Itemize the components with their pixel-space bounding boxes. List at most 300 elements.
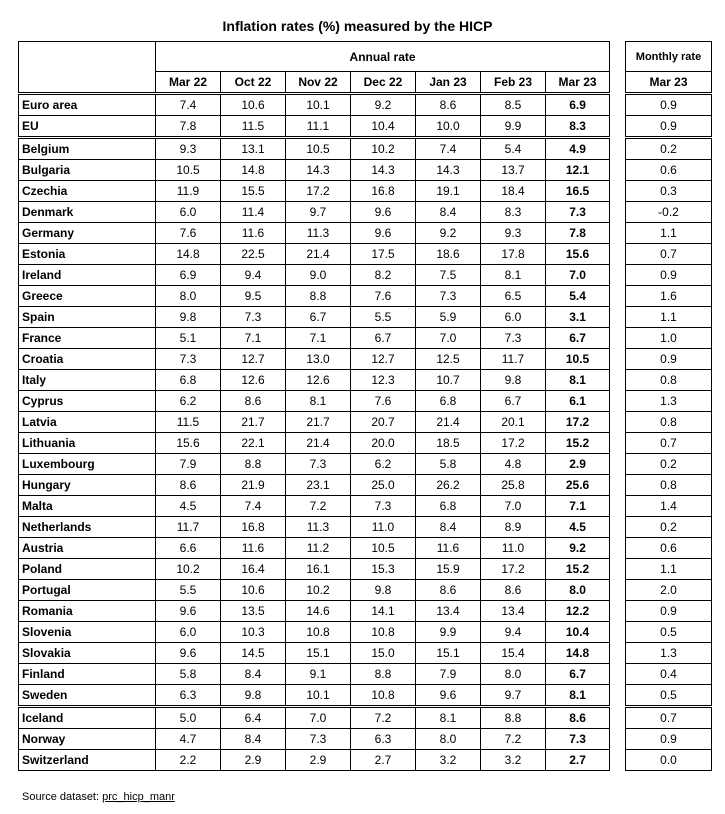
monthly-rate-cell: 1.1 xyxy=(626,559,712,580)
annual-rate-cell: 11.6 xyxy=(221,538,286,559)
annual-rate-cell: 8.4 xyxy=(221,729,286,750)
annual-rate-cell: 7.3 xyxy=(351,496,416,517)
annual-rate-cell: 21.4 xyxy=(416,412,481,433)
annual-rate-cell: 8.5 xyxy=(481,94,546,116)
annual-rate-cell: 2.7 xyxy=(546,750,610,771)
annual-rate-cell: 9.7 xyxy=(286,202,351,223)
table-row xyxy=(19,160,610,181)
annual-rate-cell: 21.4 xyxy=(286,433,351,454)
monthly-rate-cell: 0.9 xyxy=(626,116,712,138)
annual-rate-cell: 12.7 xyxy=(221,349,286,370)
source-note xyxy=(22,791,175,803)
monthly-row xyxy=(626,265,712,286)
monthly-rate-cell: 0.8 xyxy=(626,412,712,433)
monthly-row xyxy=(626,286,712,307)
annual-rate-cell: 13.4 xyxy=(416,601,481,622)
annual-rate-cell: 8.1 xyxy=(546,685,610,707)
table-row xyxy=(19,475,610,496)
monthly-rate-cell: 1.1 xyxy=(626,307,712,328)
annual-rate-cell: 12.6 xyxy=(286,370,351,391)
annual-rate-cell: 25.6 xyxy=(546,475,610,496)
annual-rate-cell: 7.1 xyxy=(286,328,351,349)
annual-rate-cell: 4.5 xyxy=(156,496,221,517)
country-name: Sweden xyxy=(19,685,156,707)
monthly-rate-cell: 0.5 xyxy=(626,685,712,707)
annual-rate-cell: 15.6 xyxy=(156,433,221,454)
annual-rate-cell: 7.2 xyxy=(481,729,546,750)
monthly-rate-cell: 0.7 xyxy=(626,244,712,265)
country-name: Switzerland xyxy=(19,750,156,771)
annual-rate-cell: 7.0 xyxy=(481,496,546,517)
annual-rate-cell: 11.3 xyxy=(286,517,351,538)
monthly-rate-cell: 1.6 xyxy=(626,286,712,307)
annual-rate-cell: 17.2 xyxy=(481,559,546,580)
annual-rate-cell: 9.6 xyxy=(156,601,221,622)
annual-rate-cell: 8.6 xyxy=(156,475,221,496)
monthly-row xyxy=(626,94,712,116)
annual-rate-cell: 22.5 xyxy=(221,244,286,265)
annual-rate-cell: 6.1 xyxy=(546,391,610,412)
annual-rate-cell: 6.9 xyxy=(156,265,221,286)
country-name: Romania xyxy=(19,601,156,622)
country-name: Lithuania xyxy=(19,433,156,454)
table-row xyxy=(19,202,610,223)
monthly-row xyxy=(626,328,712,349)
country-name: Denmark xyxy=(19,202,156,223)
table-row xyxy=(19,391,610,412)
monthly-row xyxy=(626,622,712,643)
annual-rate-cell: 7.0 xyxy=(286,707,351,729)
month-header: Jan 23 xyxy=(416,72,481,94)
annual-rate-cell: 8.8 xyxy=(481,707,546,729)
annual-rate-cell: 10.6 xyxy=(221,94,286,116)
monthly-rate-cell: 1.4 xyxy=(626,496,712,517)
annual-rate-cell: 23.1 xyxy=(286,475,351,496)
annual-rate-cell: 8.8 xyxy=(286,286,351,307)
annual-rate-cell: 10.8 xyxy=(286,622,351,643)
table-row xyxy=(19,496,610,517)
monthly-row xyxy=(626,538,712,559)
annual-rate-cell: 7.4 xyxy=(156,94,221,116)
annual-rate-header: Annual rate xyxy=(156,42,610,72)
annual-rate-cell: 16.4 xyxy=(221,559,286,580)
annual-rate-cell: 2.9 xyxy=(221,750,286,771)
annual-rate-cell: 8.6 xyxy=(546,707,610,729)
monthly-rate-cell: 0.9 xyxy=(626,265,712,286)
annual-rate-cell: 7.3 xyxy=(546,729,610,750)
annual-rate-cell: 9.4 xyxy=(221,265,286,286)
annual-rate-cell: 9.3 xyxy=(156,138,221,160)
annual-rate-cell: 15.4 xyxy=(481,643,546,664)
annual-rate-cell: 15.9 xyxy=(416,559,481,580)
annual-rate-cell: 7.3 xyxy=(286,729,351,750)
annual-rate-cell: 11.6 xyxy=(221,223,286,244)
annual-rate-cell: 9.2 xyxy=(351,94,416,116)
monthly-row xyxy=(626,601,712,622)
month-header: Nov 22 xyxy=(286,72,351,94)
annual-rate-cell: 11.2 xyxy=(286,538,351,559)
annual-rate-cell: 9.9 xyxy=(416,622,481,643)
annual-rate-cell: 6.7 xyxy=(481,391,546,412)
country-name: Italy xyxy=(19,370,156,391)
annual-rate-cell: 9.8 xyxy=(481,370,546,391)
annual-rate-cell: 18.5 xyxy=(416,433,481,454)
country-name: Latvia xyxy=(19,412,156,433)
annual-rate-cell: 8.0 xyxy=(546,580,610,601)
annual-rate-cell: 2.2 xyxy=(156,750,221,771)
monthly-rate-cell: 1.1 xyxy=(626,223,712,244)
annual-rate-cell: 9.3 xyxy=(481,223,546,244)
monthly-rate-cell: 0.9 xyxy=(626,349,712,370)
annual-rate-cell: 12.5 xyxy=(416,349,481,370)
annual-rate-cell: 14.8 xyxy=(156,244,221,265)
source-label: Source dataset: xyxy=(22,791,100,803)
table-row xyxy=(19,538,610,559)
country-name: Finland xyxy=(19,664,156,685)
annual-rate-cell: 10.5 xyxy=(351,538,416,559)
annual-rate-cell: 7.3 xyxy=(221,307,286,328)
annual-rate-cell: 6.3 xyxy=(351,729,416,750)
monthly-rate-cell: 2.0 xyxy=(626,580,712,601)
monthly-rate-cell: 0.9 xyxy=(626,729,712,750)
annual-rate-cell: 8.0 xyxy=(156,286,221,307)
country-name: Euro area xyxy=(19,94,156,116)
annual-rate-cell: 10.5 xyxy=(286,138,351,160)
annual-rate-cell: 4.8 xyxy=(481,454,546,475)
annual-rate-cell: 8.1 xyxy=(416,707,481,729)
annual-rate-cell: 7.8 xyxy=(156,116,221,138)
monthly-rate-cell: 0.5 xyxy=(626,622,712,643)
table-row xyxy=(19,181,610,202)
annual-rate-cell: 6.7 xyxy=(351,328,416,349)
country-name: Hungary xyxy=(19,475,156,496)
annual-rate-cell: 17.2 xyxy=(481,433,546,454)
monthly-rate-header: Monthly rate xyxy=(626,42,712,72)
annual-rate-cell: 7.3 xyxy=(286,454,351,475)
monthly-row xyxy=(626,349,712,370)
country-name: Norway xyxy=(19,729,156,750)
annual-rate-cell: 18.4 xyxy=(481,181,546,202)
monthly-rate-cell: 1.0 xyxy=(626,328,712,349)
monthly-row xyxy=(626,412,712,433)
annual-rate-cell: 5.4 xyxy=(481,138,546,160)
annual-rate-cell: 21.4 xyxy=(286,244,351,265)
annual-rate-cell: 7.5 xyxy=(416,265,481,286)
annual-rate-cell: 10.5 xyxy=(156,160,221,181)
annual-rate-cell: 3.2 xyxy=(416,750,481,771)
annual-rate-cell: 20.1 xyxy=(481,412,546,433)
monthly-row xyxy=(626,116,712,138)
annual-rate-cell: 7.3 xyxy=(546,202,610,223)
annual-rate-cell: 18.6 xyxy=(416,244,481,265)
annual-rate-cell: 15.0 xyxy=(351,643,416,664)
country-name: Spain xyxy=(19,307,156,328)
annual-rate-cell: 8.1 xyxy=(286,391,351,412)
annual-rate-cell: 14.3 xyxy=(416,160,481,181)
annual-rate-cell: 5.1 xyxy=(156,328,221,349)
monthly-row xyxy=(626,244,712,265)
country-name: Luxembourg xyxy=(19,454,156,475)
monthly-rate-cell: 0.7 xyxy=(626,433,712,454)
annual-rate-cell: 11.0 xyxy=(481,538,546,559)
table-row xyxy=(19,265,610,286)
annual-rate-cell: 26.2 xyxy=(416,475,481,496)
annual-rate-cell: 10.1 xyxy=(286,685,351,707)
annual-rate-cell: 15.2 xyxy=(546,559,610,580)
monthly-row xyxy=(626,517,712,538)
annual-rate-cell: 11.7 xyxy=(156,517,221,538)
table-row xyxy=(19,138,610,160)
monthly-row xyxy=(626,643,712,664)
annual-rate-cell: 7.6 xyxy=(156,223,221,244)
annual-rate-cell: 8.1 xyxy=(481,265,546,286)
monthly-row xyxy=(626,729,712,750)
annual-rate-cell: 8.0 xyxy=(416,729,481,750)
annual-rate-cell: 3.1 xyxy=(546,307,610,328)
annual-rate-cell: 6.7 xyxy=(546,328,610,349)
monthly-row xyxy=(626,160,712,181)
annual-rate-cell: 14.1 xyxy=(351,601,416,622)
monthly-row xyxy=(626,138,712,160)
monthly-row xyxy=(626,223,712,244)
table-row xyxy=(19,94,610,116)
table-row xyxy=(19,286,610,307)
table-row xyxy=(19,454,610,475)
monthly-rate-cell: 0.7 xyxy=(626,707,712,729)
monthly-rate-cell: -0.2 xyxy=(626,202,712,223)
monthly-row xyxy=(626,496,712,517)
country-name: Estonia xyxy=(19,244,156,265)
monthly-row xyxy=(626,559,712,580)
country-name: Malta xyxy=(19,496,156,517)
annual-rate-cell: 12.2 xyxy=(546,601,610,622)
country-name: Bulgaria xyxy=(19,160,156,181)
annual-rate-cell: 9.2 xyxy=(416,223,481,244)
annual-rate-cell: 6.0 xyxy=(481,307,546,328)
annual-rate-cell: 9.2 xyxy=(546,538,610,559)
monthly-rate-cell: 0.6 xyxy=(626,160,712,181)
annual-rate-cell: 7.8 xyxy=(546,223,610,244)
annual-rate-cell: 14.3 xyxy=(286,160,351,181)
annual-rate-cell: 20.7 xyxy=(351,412,416,433)
monthly-rate-table xyxy=(625,41,712,771)
annual-rate-cell: 13.7 xyxy=(481,160,546,181)
annual-rate-cell: 6.4 xyxy=(221,707,286,729)
annual-rate-cell: 8.4 xyxy=(416,202,481,223)
annual-rate-cell: 10.8 xyxy=(351,685,416,707)
annual-rate-cell: 16.5 xyxy=(546,181,610,202)
country-name: Croatia xyxy=(19,349,156,370)
annual-rate-cell: 2.9 xyxy=(286,750,351,771)
annual-rate-cell: 17.8 xyxy=(481,244,546,265)
annual-rate-cell: 10.2 xyxy=(156,559,221,580)
annual-rate-cell: 9.6 xyxy=(351,202,416,223)
annual-rate-cell: 2.9 xyxy=(546,454,610,475)
annual-rate-cell: 10.0 xyxy=(416,116,481,138)
monthly-row xyxy=(626,181,712,202)
country-name: Poland xyxy=(19,559,156,580)
annual-rate-cell: 9.6 xyxy=(351,223,416,244)
annual-rate-cell: 11.3 xyxy=(286,223,351,244)
annual-rate-cell: 19.1 xyxy=(416,181,481,202)
country-name: Iceland xyxy=(19,707,156,729)
annual-rate-cell: 8.6 xyxy=(481,580,546,601)
annual-rate-cell: 5.0 xyxy=(156,707,221,729)
annual-rate-cell: 25.8 xyxy=(481,475,546,496)
country-name: Austria xyxy=(19,538,156,559)
annual-rate-cell: 10.1 xyxy=(286,94,351,116)
monthly-rate-cell: 0.8 xyxy=(626,475,712,496)
annual-rate-cell: 8.6 xyxy=(416,94,481,116)
month-header: Mar 22 xyxy=(156,72,221,94)
annual-rate-cell: 11.5 xyxy=(156,412,221,433)
annual-rate-cell: 15.1 xyxy=(286,643,351,664)
annual-rate-cell: 21.7 xyxy=(286,412,351,433)
annual-rate-cell: 8.0 xyxy=(481,664,546,685)
annual-rate-cell: 7.0 xyxy=(416,328,481,349)
annual-rate-cell: 11.1 xyxy=(286,116,351,138)
annual-rate-cell: 8.4 xyxy=(221,664,286,685)
monthly-rate-cell: 0.6 xyxy=(626,538,712,559)
annual-rate-cell: 11.6 xyxy=(416,538,481,559)
annual-rate-cell: 9.1 xyxy=(286,664,351,685)
annual-rate-cell: 16.8 xyxy=(351,181,416,202)
annual-rate-cell: 13.5 xyxy=(221,601,286,622)
annual-rate-cell: 13.1 xyxy=(221,138,286,160)
annual-rate-cell: 9.8 xyxy=(351,580,416,601)
annual-rate-cell: 17.5 xyxy=(351,244,416,265)
annual-rate-cell: 8.3 xyxy=(546,116,610,138)
annual-rate-cell: 20.0 xyxy=(351,433,416,454)
annual-rate-cell: 8.2 xyxy=(351,265,416,286)
table-row xyxy=(19,685,610,707)
table-row xyxy=(19,223,610,244)
monthly-rate-cell: 0.2 xyxy=(626,454,712,475)
annual-rate-cell: 22.1 xyxy=(221,433,286,454)
country-name: Netherlands xyxy=(19,517,156,538)
annual-rate-cell: 6.7 xyxy=(286,307,351,328)
annual-rate-cell: 15.2 xyxy=(546,433,610,454)
monthly-row xyxy=(626,685,712,707)
annual-rate-cell: 8.8 xyxy=(351,664,416,685)
annual-rate-cell: 7.4 xyxy=(416,138,481,160)
table-title: Inflation rates (%) measured by the HICP xyxy=(222,18,493,34)
table-row xyxy=(19,307,610,328)
annual-rate-cell: 7.3 xyxy=(481,328,546,349)
annual-rate-table xyxy=(18,41,610,771)
annual-rate-cell: 6.0 xyxy=(156,202,221,223)
monthly-rate-cell: 1.3 xyxy=(626,643,712,664)
annual-rate-cell: 16.8 xyxy=(221,517,286,538)
annual-rate-cell: 7.2 xyxy=(286,496,351,517)
annual-rate-cell: 6.9 xyxy=(546,94,610,116)
monthly-rate-cell: 0.9 xyxy=(626,601,712,622)
annual-rate-cell: 7.2 xyxy=(351,707,416,729)
annual-rate-cell: 9.8 xyxy=(221,685,286,707)
annual-rate-cell: 7.1 xyxy=(221,328,286,349)
month-header: Oct 22 xyxy=(221,72,286,94)
annual-rate-cell: 8.6 xyxy=(221,391,286,412)
annual-rate-cell: 10.2 xyxy=(351,138,416,160)
annual-rate-cell: 6.7 xyxy=(546,664,610,685)
country-name: Slovakia xyxy=(19,643,156,664)
annual-rate-cell: 11.9 xyxy=(156,181,221,202)
annual-rate-cell: 16.1 xyxy=(286,559,351,580)
annual-rate-cell: 21.9 xyxy=(221,475,286,496)
annual-rate-cell: 6.8 xyxy=(156,370,221,391)
annual-rate-cell: 6.8 xyxy=(416,496,481,517)
table-row xyxy=(19,116,610,138)
annual-rate-cell: 11.7 xyxy=(481,349,546,370)
annual-rate-cell: 7.0 xyxy=(546,265,610,286)
annual-rate-cell: 6.2 xyxy=(156,391,221,412)
annual-rate-cell: 5.5 xyxy=(351,307,416,328)
annual-rate-cell: 10.4 xyxy=(546,622,610,643)
annual-rate-cell: 10.8 xyxy=(351,622,416,643)
annual-rate-cell: 3.2 xyxy=(481,750,546,771)
month-header: Mar 23 xyxy=(546,72,610,94)
monthly-rate-cell: 0.3 xyxy=(626,181,712,202)
table-row xyxy=(19,370,610,391)
annual-rate-cell: 25.0 xyxy=(351,475,416,496)
monthly-row xyxy=(626,433,712,454)
annual-rate-cell: 12.7 xyxy=(351,349,416,370)
monthly-rate-cell: 0.4 xyxy=(626,664,712,685)
annual-rate-cell: 9.4 xyxy=(481,622,546,643)
annual-rate-cell: 12.6 xyxy=(221,370,286,391)
country-name: Greece xyxy=(19,286,156,307)
country-name: Portugal xyxy=(19,580,156,601)
annual-rate-cell: 8.8 xyxy=(221,454,286,475)
annual-rate-cell: 15.6 xyxy=(546,244,610,265)
annual-rate-cell: 8.3 xyxy=(481,202,546,223)
annual-rate-cell: 8.6 xyxy=(416,580,481,601)
monthly-row xyxy=(626,707,712,729)
annual-rate-cell: 15.5 xyxy=(221,181,286,202)
country-name: Germany xyxy=(19,223,156,244)
table-row xyxy=(19,349,610,370)
monthly-row xyxy=(626,750,712,771)
monthly-rate-cell: 1.3 xyxy=(626,391,712,412)
table-row xyxy=(19,750,610,771)
country-name: EU xyxy=(19,116,156,138)
monthly-row xyxy=(626,475,712,496)
monthly-rate-cell: 0.8 xyxy=(626,370,712,391)
monthly-month-header: Mar 23 xyxy=(626,72,712,94)
annual-rate-cell: 17.2 xyxy=(286,181,351,202)
annual-rate-cell: 10.3 xyxy=(221,622,286,643)
table-row xyxy=(19,707,610,729)
source-dataset-link[interactable]: prc_hicp_manr xyxy=(102,791,175,803)
annual-rate-cell: 8.1 xyxy=(546,370,610,391)
annual-rate-cell: 5.9 xyxy=(416,307,481,328)
annual-rate-cell: 7.6 xyxy=(351,286,416,307)
country-name: Slovenia xyxy=(19,622,156,643)
annual-rate-cell: 7.9 xyxy=(416,664,481,685)
annual-rate-cell: 10.4 xyxy=(351,116,416,138)
annual-rate-cell: 6.8 xyxy=(416,391,481,412)
annual-rate-cell: 15.1 xyxy=(416,643,481,664)
monthly-rate-cell: 0.2 xyxy=(626,138,712,160)
country-name: Czechia xyxy=(19,181,156,202)
annual-rate-cell: 6.6 xyxy=(156,538,221,559)
annual-rate-cell: 13.4 xyxy=(481,601,546,622)
country-name: Cyprus xyxy=(19,391,156,412)
corner-cell xyxy=(19,42,156,94)
annual-rate-cell: 10.7 xyxy=(416,370,481,391)
annual-rate-cell: 17.2 xyxy=(546,412,610,433)
annual-rate-cell: 14.8 xyxy=(221,160,286,181)
